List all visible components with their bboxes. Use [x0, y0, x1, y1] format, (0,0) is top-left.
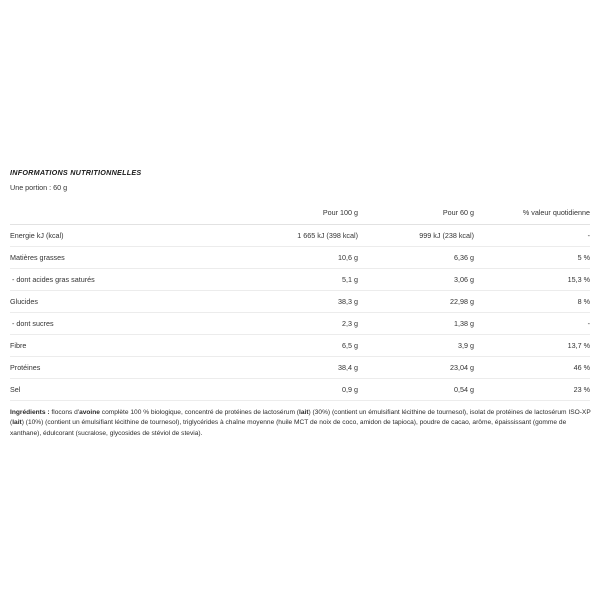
row-label: Energie kJ (kcal): [10, 225, 242, 247]
table-row: [10, 313, 590, 335]
row-value-per-100g: 6,5 g: [242, 335, 358, 357]
row-value-per-60g: 0,54 g: [358, 379, 474, 401]
row-value-per-100g: 0,9 g: [242, 379, 358, 401]
ingredients-text-1: flocons d': [49, 408, 80, 416]
row-value-daily: -: [474, 313, 590, 335]
row-value-daily: 15,3 %: [474, 269, 590, 291]
ingredients-allergen-1: avoine: [79, 408, 100, 416]
row-value-daily: 23 %: [474, 379, 590, 401]
row-value-daily: 13,7 %: [474, 335, 590, 357]
ingredients-text-4: ) (10%) (contient un émulsifiant lécithine de tournesol), triglycérides à chaîne moyenne (huile MCT de noix de coco, amidon de tapioca), poudre de cacao, arôme, épaississant (gomme de xanthane), édulcorant (sucralose, glycosides de stéviol de stevia).: [10, 419, 567, 437]
ingredients-heading: Ingrédients :: [10, 408, 50, 416]
table-row: [10, 335, 590, 357]
row-value-per-60g: 22,98 g: [358, 291, 474, 313]
table-row: [10, 379, 590, 401]
row-value-per-60g: 6,36 g: [358, 247, 474, 269]
row-value-per-100g: 38,3 g: [242, 291, 358, 313]
nutrition-header: [0, 168, 600, 192]
portion-size: Une portion : 60 g: [10, 183, 68, 192]
row-label: Glucides: [10, 291, 242, 313]
nutrition-title: INFORMATIONS NUTRITIONNELLES: [10, 168, 142, 177]
row-value-per-100g: 5,1 g: [242, 269, 358, 291]
row-label: Sel: [10, 379, 242, 401]
ingredients-allergen-3: lait: [12, 419, 22, 427]
row-value-daily: 8 %: [474, 291, 590, 313]
column-header-daily-value: % valeur quotidienne: [474, 202, 590, 225]
nutrition-information-block: [0, 168, 600, 401]
row-value-per-100g: 2,3 g: [242, 313, 358, 335]
row-label: Matières grasses: [10, 247, 242, 269]
row-value-daily: 5 %: [474, 247, 590, 269]
table-row: [10, 247, 590, 269]
ingredients-text-2: complète 100 % biologique, concentré de protéines de lactosérum (: [99, 408, 299, 416]
column-header-label: [10, 202, 242, 225]
row-value-daily: -: [474, 225, 590, 247]
row-value-per-60g: 23,04 g: [358, 357, 474, 379]
row-value-per-60g: 999 kJ (238 kcal): [358, 225, 474, 247]
row-label: - dont sucres: [10, 313, 242, 335]
nutrition-table: [10, 202, 590, 401]
table-row: [10, 225, 590, 247]
table-row: [10, 357, 590, 379]
row-value-per-100g: 1 665 kJ (398 kcal): [242, 225, 358, 247]
nutrition-table-head: [10, 202, 590, 225]
row-label: Protéines: [10, 357, 242, 379]
ingredients-allergen-2: lait: [298, 408, 309, 416]
column-header-per-60g: Pour 60 g: [358, 202, 474, 225]
row-value-per-60g: 1,38 g: [358, 313, 474, 335]
table-header-row: [10, 202, 590, 225]
nutrition-table-body: [10, 225, 590, 401]
column-header-per-100g: Pour 100 g: [242, 202, 358, 225]
row-value-per-60g: 3,06 g: [358, 269, 474, 291]
row-value-per-100g: 38,4 g: [242, 357, 358, 379]
ingredients-paragraph: [10, 408, 592, 440]
row-label: - dont acides gras saturés: [10, 269, 242, 291]
row-label: Fibre: [10, 335, 242, 357]
row-value-per-60g: 3,9 g: [358, 335, 474, 357]
ingredients-text-3: ) (30%) (contient un émulsifiant lécithine de tournesol), isolat de protéines de lactosérum ISO-XP (: [10, 408, 591, 427]
table-row: [10, 291, 590, 313]
table-row: [10, 269, 590, 291]
row-value-per-100g: 10,6 g: [242, 247, 358, 269]
row-value-daily: 46 %: [474, 357, 590, 379]
